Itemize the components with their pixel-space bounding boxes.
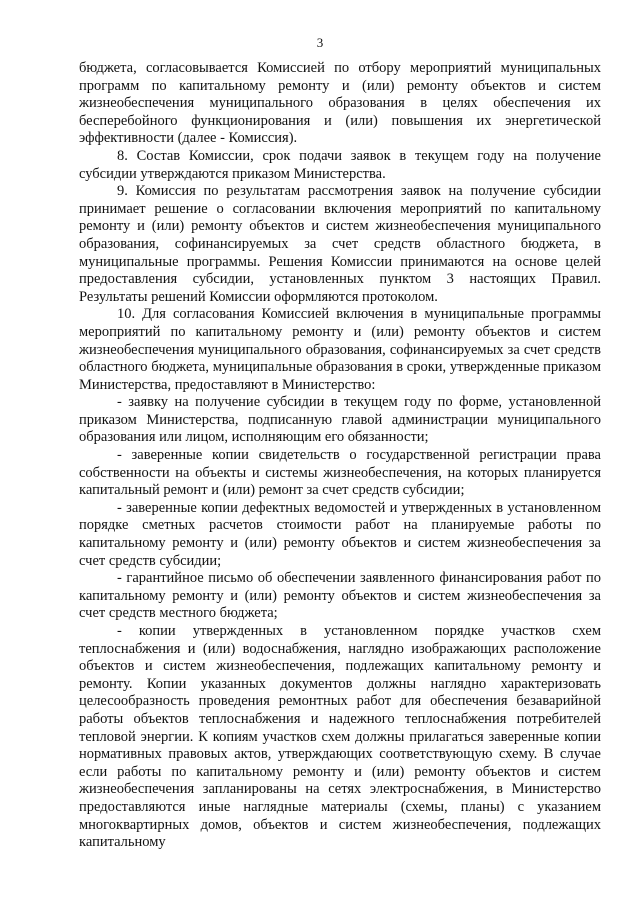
paragraph-8: 8. Состав Комиссии, срок подачи заявок в текущем году на получение субсидии утверждаются приказом Министерства.	[79, 147, 601, 182]
paragraph-10: 10. Для согласования Комиссией включения в муниципальные программы мероприятий по капитальному ремонту и (или) ремонту объектов и систем жизнеобеспечения муниципального образования, софинансируемых за счет средств областного бюджета, муниципальные образования в сроки, утвержденные приказом Министерства, предоставляют в Министерство:	[79, 306, 601, 393]
paragraph-9: 9. Комиссия по результатам рассмотрения заявок на получение субсидии принимает решение о согласовании включения мероприятий по капитальному ремонту и (или) ремонту объектов и систем жизнеобеспечения муниципального образования, софинансируемых за счет средств областного бюджета, в муниципальные программы. Решения Комиссии принимаются на основе целей предоставления субсидии, установленных пунктом 3 настоящих Правил. Результаты решений Комиссии оформляются протоколом.	[79, 183, 601, 305]
list-item: - заверенные копии свидетельств о государственной регистрации права собственности на объекты и системы жизнеобеспечения, на которых планируется капитальный ремонт и (или) ремонт за счет средств субсидии;	[79, 447, 601, 499]
list-item: - гарантийное письмо об обеспечении заявленного финансирования работ по капитальному ремонту и (или) ремонту объектов и систем жизнеобеспечения за счет средств местного бюджета;	[79, 570, 601, 622]
paragraph-continuation: бюджета, согласовывается Комиссией по отбору мероприятий муниципальных программ по капитальному ремонту и (или) ремонту объектов и систем жизнеобеспечения муниципального образования в целях обеспечения их бесперебойного функционирования и (или) повышения их энергетической эффективности (далее - Комиссия).	[79, 60, 601, 147]
list-item: - заявку на получение субсидии в текущем году по форме, установленной приказом Министерства, подписанную главой администрации муниципального образования или лицом, исполняющим его обязанности;	[79, 394, 601, 446]
list-item: - заверенные копии дефектных ведомостей и утвержденных в установленном порядке сметных расчетов стоимости работ на планируемые работы по капитальному ремонту и (или) ремонту объектов и систем жизнеобеспечения за счет средств субсидии;	[79, 499, 601, 569]
document-body	[79, 60, 601, 852]
list-item: - копии утвержденных в установленном порядке участков схем теплоснабжения и (или) водоснабжения, наглядно изображающих расположение объектов и систем жизнеобеспечения, подлежащих капитальному ремонту и ремонту. Копии указанных документов должны наглядно характеризовать целесообразность проведения ремонтных работ для обеспечения безаварийной работы объектов теплоснабжения и надежного теплоснабжения потребителей тепловой энергии. К копиям участков схем должны прилагаться заверенные копии нормативных правовых актов, утверждающих соответствующую схему. В случае если работы по капитальному ремонту и (или) ремонту объектов и систем жизнеобеспечения запланированы на сетях электроснабжения, в Министерство предоставляются иные наглядные материалы (схемы, планы) с указанием многоквартирных домов, объектов и систем жизнеобеспечения, подлежащих капитальному	[79, 623, 601, 851]
page-number: 3	[316, 35, 324, 50]
